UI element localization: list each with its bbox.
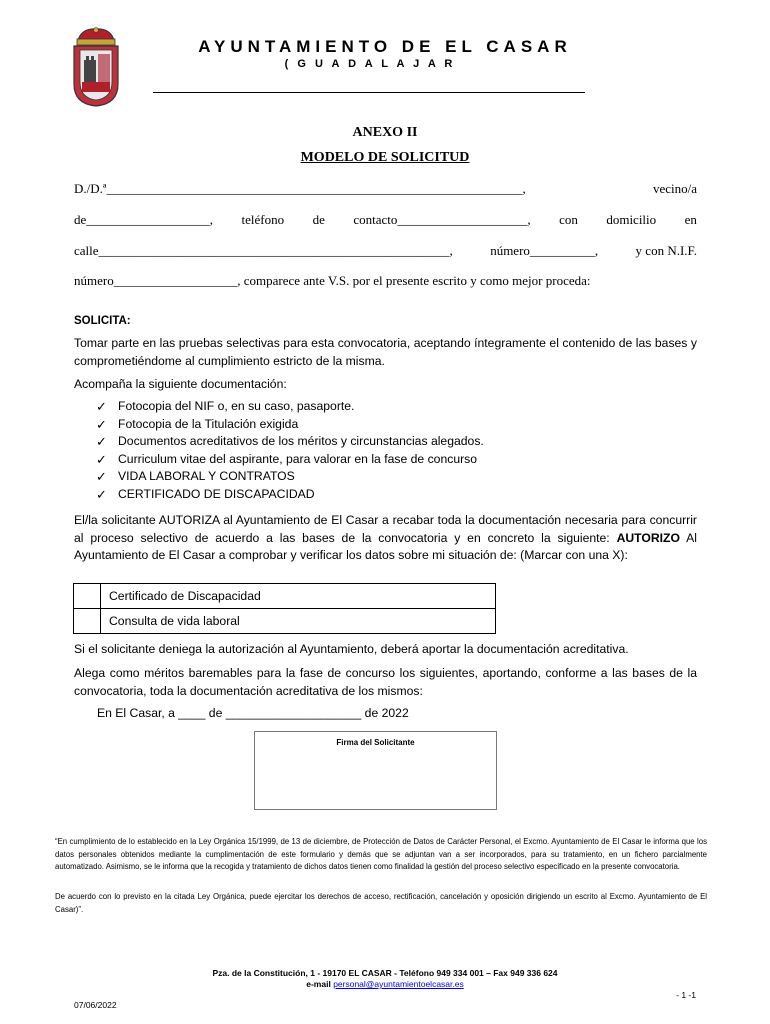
email-label: e-mail [306, 979, 334, 989]
checkmark-icon: ✓ [96, 416, 107, 432]
annex-title: ANEXO II [352, 125, 418, 140]
autorizo-label: AUTORIZO [616, 530, 680, 545]
document-date: 07/06/2022 [74, 1000, 117, 1010]
signature-box[interactable] [254, 731, 497, 810]
merits-paragraph: Alega como méritos baremables para la fase de concurso los siguientes, aportando, conforme a las bases de la convocatoria, toda la documentación acreditativa de los mismos: [74, 666, 697, 698]
table-row [74, 584, 496, 609]
documents-list [96, 398, 484, 504]
solicita-paragraph: Tomar parte en las pruebas selectivas para esta convocatoria, aceptando íntegramente el contenido de las bases y comprometiéndome al cumplimiento estricto de la misma. [74, 336, 697, 368]
work-history-checkbox[interactable] [74, 609, 101, 634]
list-item [96, 451, 484, 469]
form-title: MODELO DE SOLICITUD [300, 150, 470, 165]
nif-label: y con N.I.F. [635, 243, 697, 258]
street-number-field[interactable]: número__________, [490, 243, 599, 258]
header-title: AYUNTAMIENTO DE EL CASAR [198, 37, 572, 56]
applicant-name-field[interactable]: D./D.ª________________________________________________________________, [74, 181, 526, 196]
list-item [96, 486, 484, 504]
header-divider [153, 92, 585, 93]
word-en: en [684, 212, 697, 227]
checkmark-icon: ✓ [96, 399, 107, 414]
list-item [96, 433, 484, 451]
list-item [96, 468, 484, 486]
nif-number-line[interactable]: número___________________, comparece ante V.S. por el presente escrito y como mejor proceda: [74, 273, 591, 288]
document-label: Fotocopia de la Titulación exigida [118, 416, 299, 431]
data-protection-notice: “En cumplimiento de lo establecido en la Ley Orgánica 15/1999, de 13 de diciembre, de Protección de Datos de Carácter Personal, el Excmo. Ayuntamiento de El Casar le informa que los datos personales obtenidos mediante la cumplimentación de este formulario y demás que se adjuntan van a ser incorporados, para su tratamiento, en un fichero parcialmente automatizado. Asimismo, se le informa que la recogida y tratamiento de dichos datos tienen como finalidad la gestión del proceso selectivo especificado en la presente convocatoria. [55, 837, 707, 872]
table-row [74, 609, 496, 634]
phone-label: teléfono [241, 212, 285, 227]
disability-certificate-checkbox[interactable] [74, 584, 101, 609]
checkmark-icon: ✓ [96, 469, 107, 485]
word-con: con [559, 212, 578, 227]
authorization-paragraph [74, 512, 697, 565]
municipality-field[interactable]: de___________________, [74, 212, 214, 227]
phone-field[interactable]: contacto____________________, [353, 212, 531, 227]
header-subtitle: ( G U A D A L A J A R [284, 58, 456, 70]
authorization-options-table [73, 583, 496, 634]
documents-intro: Acompaña la siguiente documentación: [74, 377, 287, 391]
option-label: Certificado de Discapacidad [101, 584, 496, 609]
option-label: Consulta de vida laboral [101, 609, 496, 634]
document-label: Documentos acreditativos de los méritos y circunstancias alegados. [118, 434, 484, 449]
checkmark-icon: ✓ [96, 451, 107, 467]
page-number: - 1 -1 [676, 990, 696, 1000]
checkmark-icon: ✓ [96, 486, 107, 502]
solicita-heading: SOLICITA: [74, 315, 131, 327]
rights-notice: De acuerdo con lo previsto en la citada Ley Orgánica, puede ejercitar los derechos de acceso, rectificación, cancelación y oposición dirigiendo un escrito al Excmo. Ayuntamiento de El Casar)”. [55, 892, 707, 914]
list-item [96, 398, 484, 416]
document-label: Curriculum vitae del aspirante, para valorar en la fase de concurso [118, 451, 478, 466]
denial-paragraph: Si el solicitante deniega la autorización al Ayuntamiento, deberá aportar la documentación acreditativa. [74, 642, 629, 656]
footer-email-line [0, 979, 770, 989]
checkmark-icon: ✓ [96, 434, 107, 450]
document-label: CERTIFICADO DE DISCAPACIDAD [118, 486, 315, 501]
autorizo-text: Al Ayuntamiento de El Casar a comprobar y verificar los datos sobre mi situación de: (Marcar con una X): [74, 530, 697, 562]
date-line[interactable]: En El Casar, a ____ de ____________________ de 2022 [97, 706, 409, 720]
applicant-name-line [74, 181, 697, 197]
document-label: Fotocopia del NIF o, en su caso, pasaporte. [118, 399, 355, 413]
list-item [96, 416, 484, 434]
footer-address: Pza. de la Constitución, 1 - 19170 EL CASAR - Teléfono 949 334 001 – Fax 949 336 624 [212, 968, 558, 978]
authorization-text: El/la solicitante AUTORIZA al Ayuntamiento de El Casar a recabar toda la documentación necesaria para concurrir al proceso selectivo de acuerdo a las bases de la convocatoria y en concreto la siguiente: [74, 513, 697, 545]
street-field[interactable]: calle______________________________________________________, [74, 243, 453, 258]
contact-line [74, 212, 697, 228]
address-label: domicilio [606, 212, 657, 227]
email-link[interactable]: personal@ayuntamientoelcasar.es [333, 979, 464, 989]
neighbor-label: vecino/a [652, 181, 697, 196]
street-line [74, 243, 697, 259]
word-de: de [312, 212, 325, 227]
document-label: VIDA LABORAL Y CONTRATOS [118, 469, 295, 484]
signature-label: Firma del Solicitante [336, 738, 415, 747]
